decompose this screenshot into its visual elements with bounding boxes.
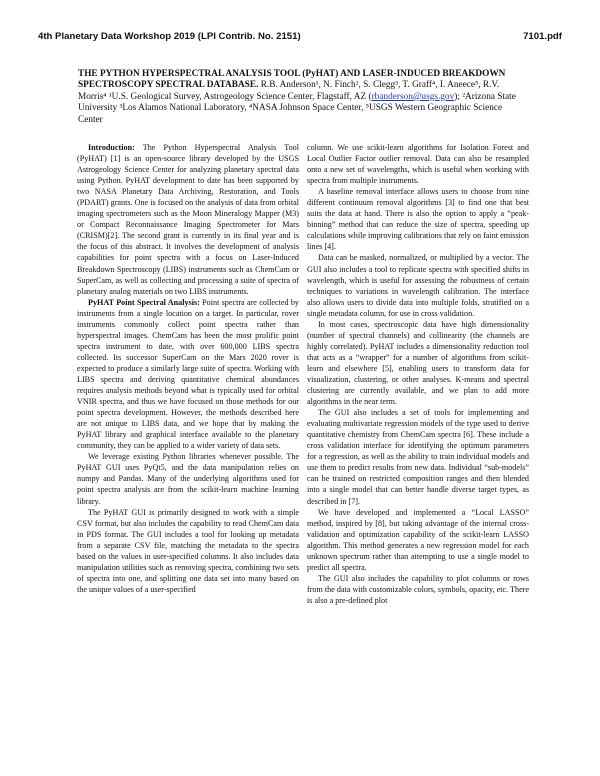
paper-id: 7101.pdf [523,31,562,42]
paper-title: THE PYTHON HYPERSPECTRAL ANALYSIS TOOL (PyHAT) AND LASER-INDUCED BREAKDOWN SPECTROSCOPY SPECTRAL DATABASE. [78,69,506,91]
title-block [78,69,524,126]
left-column [77,142,299,595]
running-header [38,31,562,42]
authors: R.B. Anderson¹, N. Finch², S. Clegg³, T. Graff⁴, I. Aneece⁵, R.V. Morris⁴ ¹U.S. Geological Survey, Astrogeology Science Center, Flagstaff, AZ ( [78,80,500,102]
paragraph-text: Point spectra are collected by instruments from a single location on a target. In particular, rover instruments commonly collect point spectra rather than hyperspectral images. ChemCam has been the most prolific point spectra instrument to date, with over 600,000 LIBS spectra collected. Its successor SuperCam on the Mars 2020 rover is expected to produce a similarly large suite of spectra. Working with LIBS spectra and deriving quantitative chemical abundances requires analysis methods beyond what is typically used for orbital VNIR spectra, and thus we have focused on those methods for our point spectra development. However, the methods described here are not unique to LIBS data, and we hope that by making the PyHAT library and graphical interface available to the planetary community, they can be applied to a wider variety of data sets. [77,297,299,451]
paragraph [77,451,299,506]
conference-name: 4th Planetary Data Workshop 2019 (LPI Contrib. No. 2151) [38,31,301,42]
section-heading: PyHAT Point Spectral Analysis: [88,297,200,307]
paragraph: A baseline removal interface allows users to choose from nine different continuum removal algorithms [3] to find one that best suits the data at hand. There is also the option to apply a “peak-binning” method that can reduce the size of spectra, speeding up calculations while improving calibrations that rely on faint emission lines [4]. [307,187,529,252]
affiliations: ); ²Arizona State University ³Los Alamos National Laboratory, ⁴NASA Johnson Space Center, ⁵USGS Western Geographic Science Center [78,91,516,125]
paragraph: The GUI also includes a set of tools for implementing and evaluating multivariate regression models of the type used to derive quantitative chemistry from ChemCam spectra [6]. These include a cross validation interface for identifying the optimum parameters for a regression, as well as the ability to train individual models and use them to predict results from new data. Individual “sub-models” can be trained on restricted composition ranges and then blended into a single model that can better handle diverse target types, as described in [7]. [307,408,529,506]
paragraph-text: The PyHAT GUI is primarily designed to work with a simple CSV format, but also includes the capability to read ChemCam data in PDS format. The GUI includes a tool for looking up metadata from a separate CSV file, matching the metadata to the spectra based on the values in user-specified columns. It also includes data manipulation utilities such as removing spectra, combining two sets of spectra into one, and splitting one data set into many based on the unique values of a user-specified [77,507,299,594]
paragraph: In most cases, spectroscopic data have high dimensionality (number of spectral channels) and collinearity (the channels are highly correlated). PyHAT includes a dimensionality reduction tool that acts as a “wrapper” for a number of algorithms from scikit-learn and elsewhere [5], enabling users to transform data for visualization, clustering, or other analyses. K-means and spectral clustering are currently available, and we plan to add more algorithms in the near term. [307,319,529,407]
author-email-link[interactable]: rbanderson@usgs.gov [371,91,455,102]
paragraph [77,297,299,452]
paragraph-text: The Python Hyperspectral Analysis Tool (PyHAT) [1] is an open-source library developed by the USGS Astrogeology Science Center for analyzing planetary spectral data using Python. PyHAT development to date has been supported by two NASA Planetary Data Archiving, Restoration, and Tools (PDART) grants. One is focused on the analysis of data from orbital imaging spectrometers such as the Moon Mineralogy Mapper (M3) or Compact Reconnaissance Imaging Spectrometer for Mars (CRISM)[2]. The second grant is currently in its final year and is the focus of this abstract. It involves the development of analysis capabilities for point spectra with a focus on Laser-Induced Breakdown Spectroscopy (LIBS) instruments such as ChemCam or SuperCam, as well as collecting and processing a suite of spectra of planetary analog materials on two LIBS instruments. [77,143,299,296]
right-column [307,142,529,606]
paragraph-text: We leverage existing Python libraries whenever possible. The PyHAT GUI uses PyQt5, and the data manipulation relies on numpy and Pandas. Many of the underlying algorithms used for point spectra analysis are from the scikit-learn machine learning library. [77,452,299,506]
paragraph: Data can be masked, normalized, or multiplied by a vector. The GUI also includes a tool to replicate spectra with specified shifts in wavelength, which is useful for assessing the robustness of certain techniques to variations in wavelength calibration. The interface also allows users to divide data into multiple folds, stratified on a single metadata column, for use in cross validation. [307,253,529,318]
paragraph [77,142,299,297]
section-heading: Introduction: [88,143,135,152]
paragraph: column. We use scikit-learn algorithms for Isolation Forest and Local Outlier Factor outlier removal. Data can also be resampled onto a new set of wavelengths, which is useful when working with spectra from multiple instruments. [307,143,529,186]
paragraph [77,507,299,595]
paragraph: We have developed and implemented a “Local LASSO” method, inspired by [8], but taking advantage of the internal cross-validation and optimization capability of the scikit-learn LASSO algorithm. This method generates a new regression model for each unknown spectrum rather than attempting to use a single model to predict all spectra. [307,507,529,572]
paragraph: The GUI also includes the capability to plot columns or rows from the data with customizable colors, symbols, opacity, etc. There is also a pre-defined plot [307,573,529,605]
